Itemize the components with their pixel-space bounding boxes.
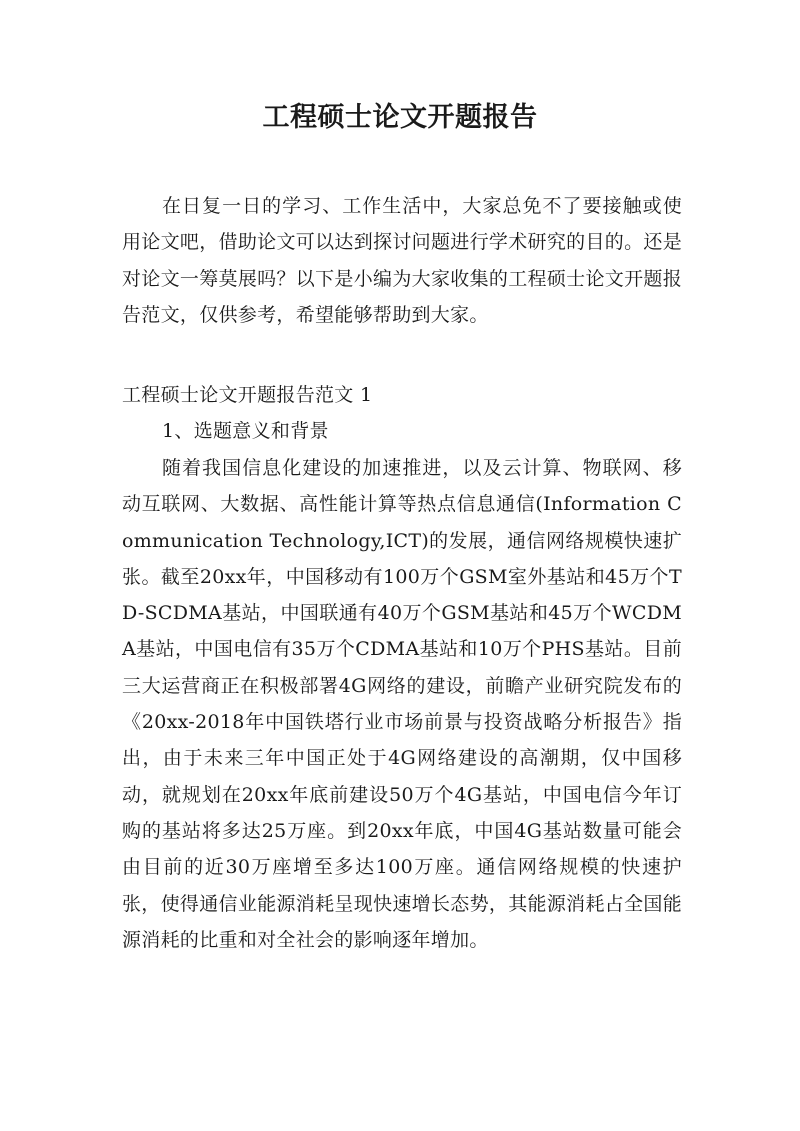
body-paragraph: 随着我国信息化建设的加速推进，以及云计算、物联网、移动互联网、大数据、高性能计算等热点信息通信(Information Communication Technology,ICT)的发展，通信网络规模快速扩张。截至20xx年，中国移动有100万个GSM室外基站和45万个TD-SCDMA基站，中国联通有40万个GSM基站和45万个WCDMA基站，中国电信有35万个CDMA基站和10万个PHS基站。目前三大运营商正在积极部署4G网络的建设，前瞻产业研究院发布的《20xx-2018年中国铁塔行业市场前景与投资战略分析报告》指出，由于未来三年中国正处于4G网络建设的高潮期，仅中国移动，就规划在20xx年底前建设50万个4G基站，中国电信今年订购的基站将多达25万座。到20xx年底，中国4G基站数量可能会由目前的近30万座增至多达100万座。通信网络规模的快速护张，使得通信业能源消耗呈现快速增长态势，其能源消耗占全国能源消耗的比重和对全社会的影响逐年增加。 <box>122 457 682 951</box>
sub-heading: 1、选题意义和背景 <box>162 420 329 442</box>
document-title: 工程硕士论文开题报告 <box>262 102 538 133</box>
section-heading: 工程硕士论文开题报告范文 1 <box>122 384 373 406</box>
intro-paragraph: 在日复一日的学习、工作生活中，大家总免不了要接触或使用论文吧，借助论文可以达到探讨问题进行学术研究的目的。还是对论文一筹莫展吗？以下是小编为大家收集的工程硕士论文开题报告范文，仅供参考，希望能够帮助到大家。 <box>122 195 682 326</box>
